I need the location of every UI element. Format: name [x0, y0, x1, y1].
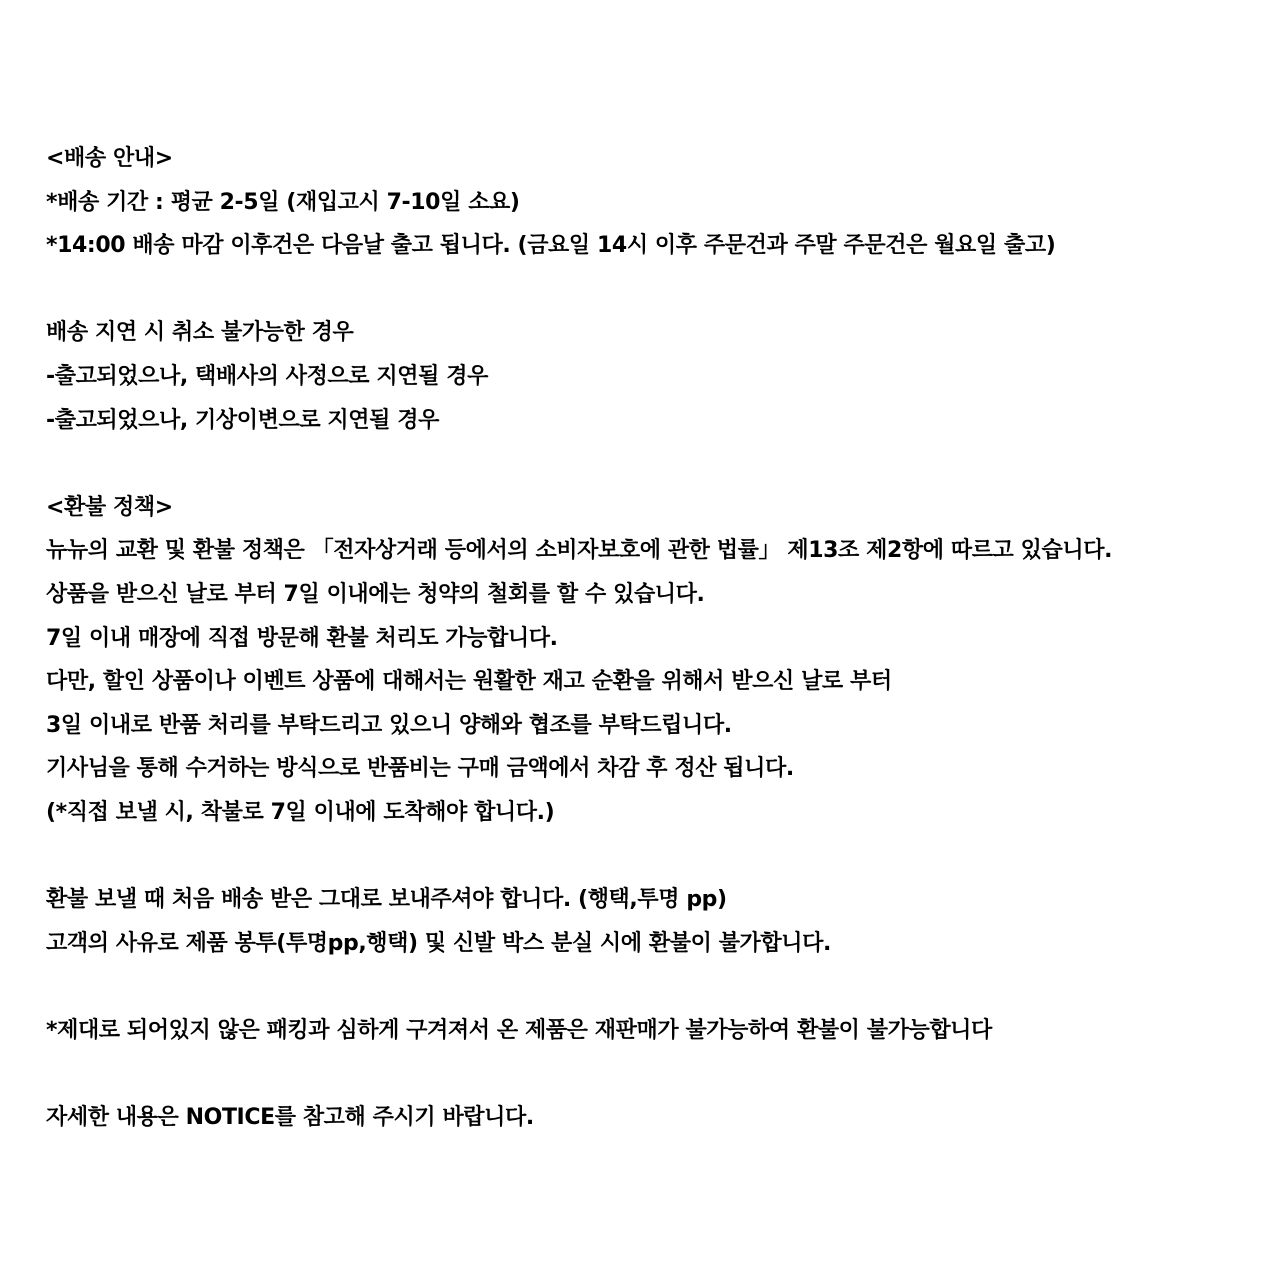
refund-line: 뉴뉴의 교환 및 환불 정책은 「전자상거래 등에서의 소비자보호에 관한 법률」 제13조 제2항에 따르고 있습니다. [46, 538, 1113, 564]
packaging-line: 환불 보낼 때 처음 배송 받은 그대로 보내주셔야 합니다. (행택,투명 pp) [46, 887, 727, 913]
delay-item: -출고되었으나, 기상이변으로 지연될 경우 [46, 407, 439, 433]
packaging-line: 고객의 사유로 제품 봉투(투명pp,행택) 및 신발 박스 분실 시에 환불이 불가합니다. [46, 930, 831, 956]
shipping-cutoff: *14:00 배송 마감 이후건은 다음날 출고 됩니다. (금요일 14시 이후 주문건과 주말 주문건은 월요일 출고) [46, 233, 1056, 259]
policy-document [46, 137, 1266, 1140]
spacer [46, 965, 1266, 1009]
spacer [46, 442, 1266, 486]
notice-reference: 자세한 내용은 NOTICE를 참고해 주시기 바랍니다. [46, 1105, 534, 1131]
refund-line: 3일 이내로 반품 처리를 부탁드리고 있으니 양해와 협조를 부탁드립니다. [46, 712, 732, 738]
shipping-period: *배송 기간 : 평균 2-5일 (재입고시 7-10일 소요) [46, 189, 520, 215]
damage-note: *제대로 되어있지 않은 패킹과 심하게 구겨져서 온 제품은 재판매가 불가능하여 환불이 불가능합니다 [46, 1017, 992, 1043]
refund-line: 상품을 받으신 날로 부터 7일 이내에는 청약의 철회를 할 수 있습니다. [46, 581, 705, 607]
refund-line: 기사님을 통해 수거하는 방식으로 반품비는 구매 금액에서 차감 후 정산 됩니다. [46, 756, 794, 782]
refund-line: (*직접 보낼 시, 착불로 7일 이내에 도착해야 합니다.) [46, 799, 555, 825]
delay-item: -출고되었으나, 택배사의 사정으로 지연될 경우 [46, 363, 488, 389]
refund-line: 7일 이내 매장에 직접 방문해 환불 처리도 가능합니다. [46, 625, 558, 651]
spacer [46, 1052, 1266, 1096]
delay-title: 배송 지연 시 취소 불가능한 경우 [46, 320, 354, 346]
refund-heading: <환불 정책> [46, 494, 173, 520]
refund-line: 다만, 할인 상품이나 이벤트 상품에 대해서는 원활한 재고 순환을 위해서 받으신 날로 부터 [46, 669, 892, 695]
spacer [46, 268, 1266, 312]
shipping-heading: <배송 안내> [46, 146, 173, 171]
spacer [46, 835, 1266, 879]
